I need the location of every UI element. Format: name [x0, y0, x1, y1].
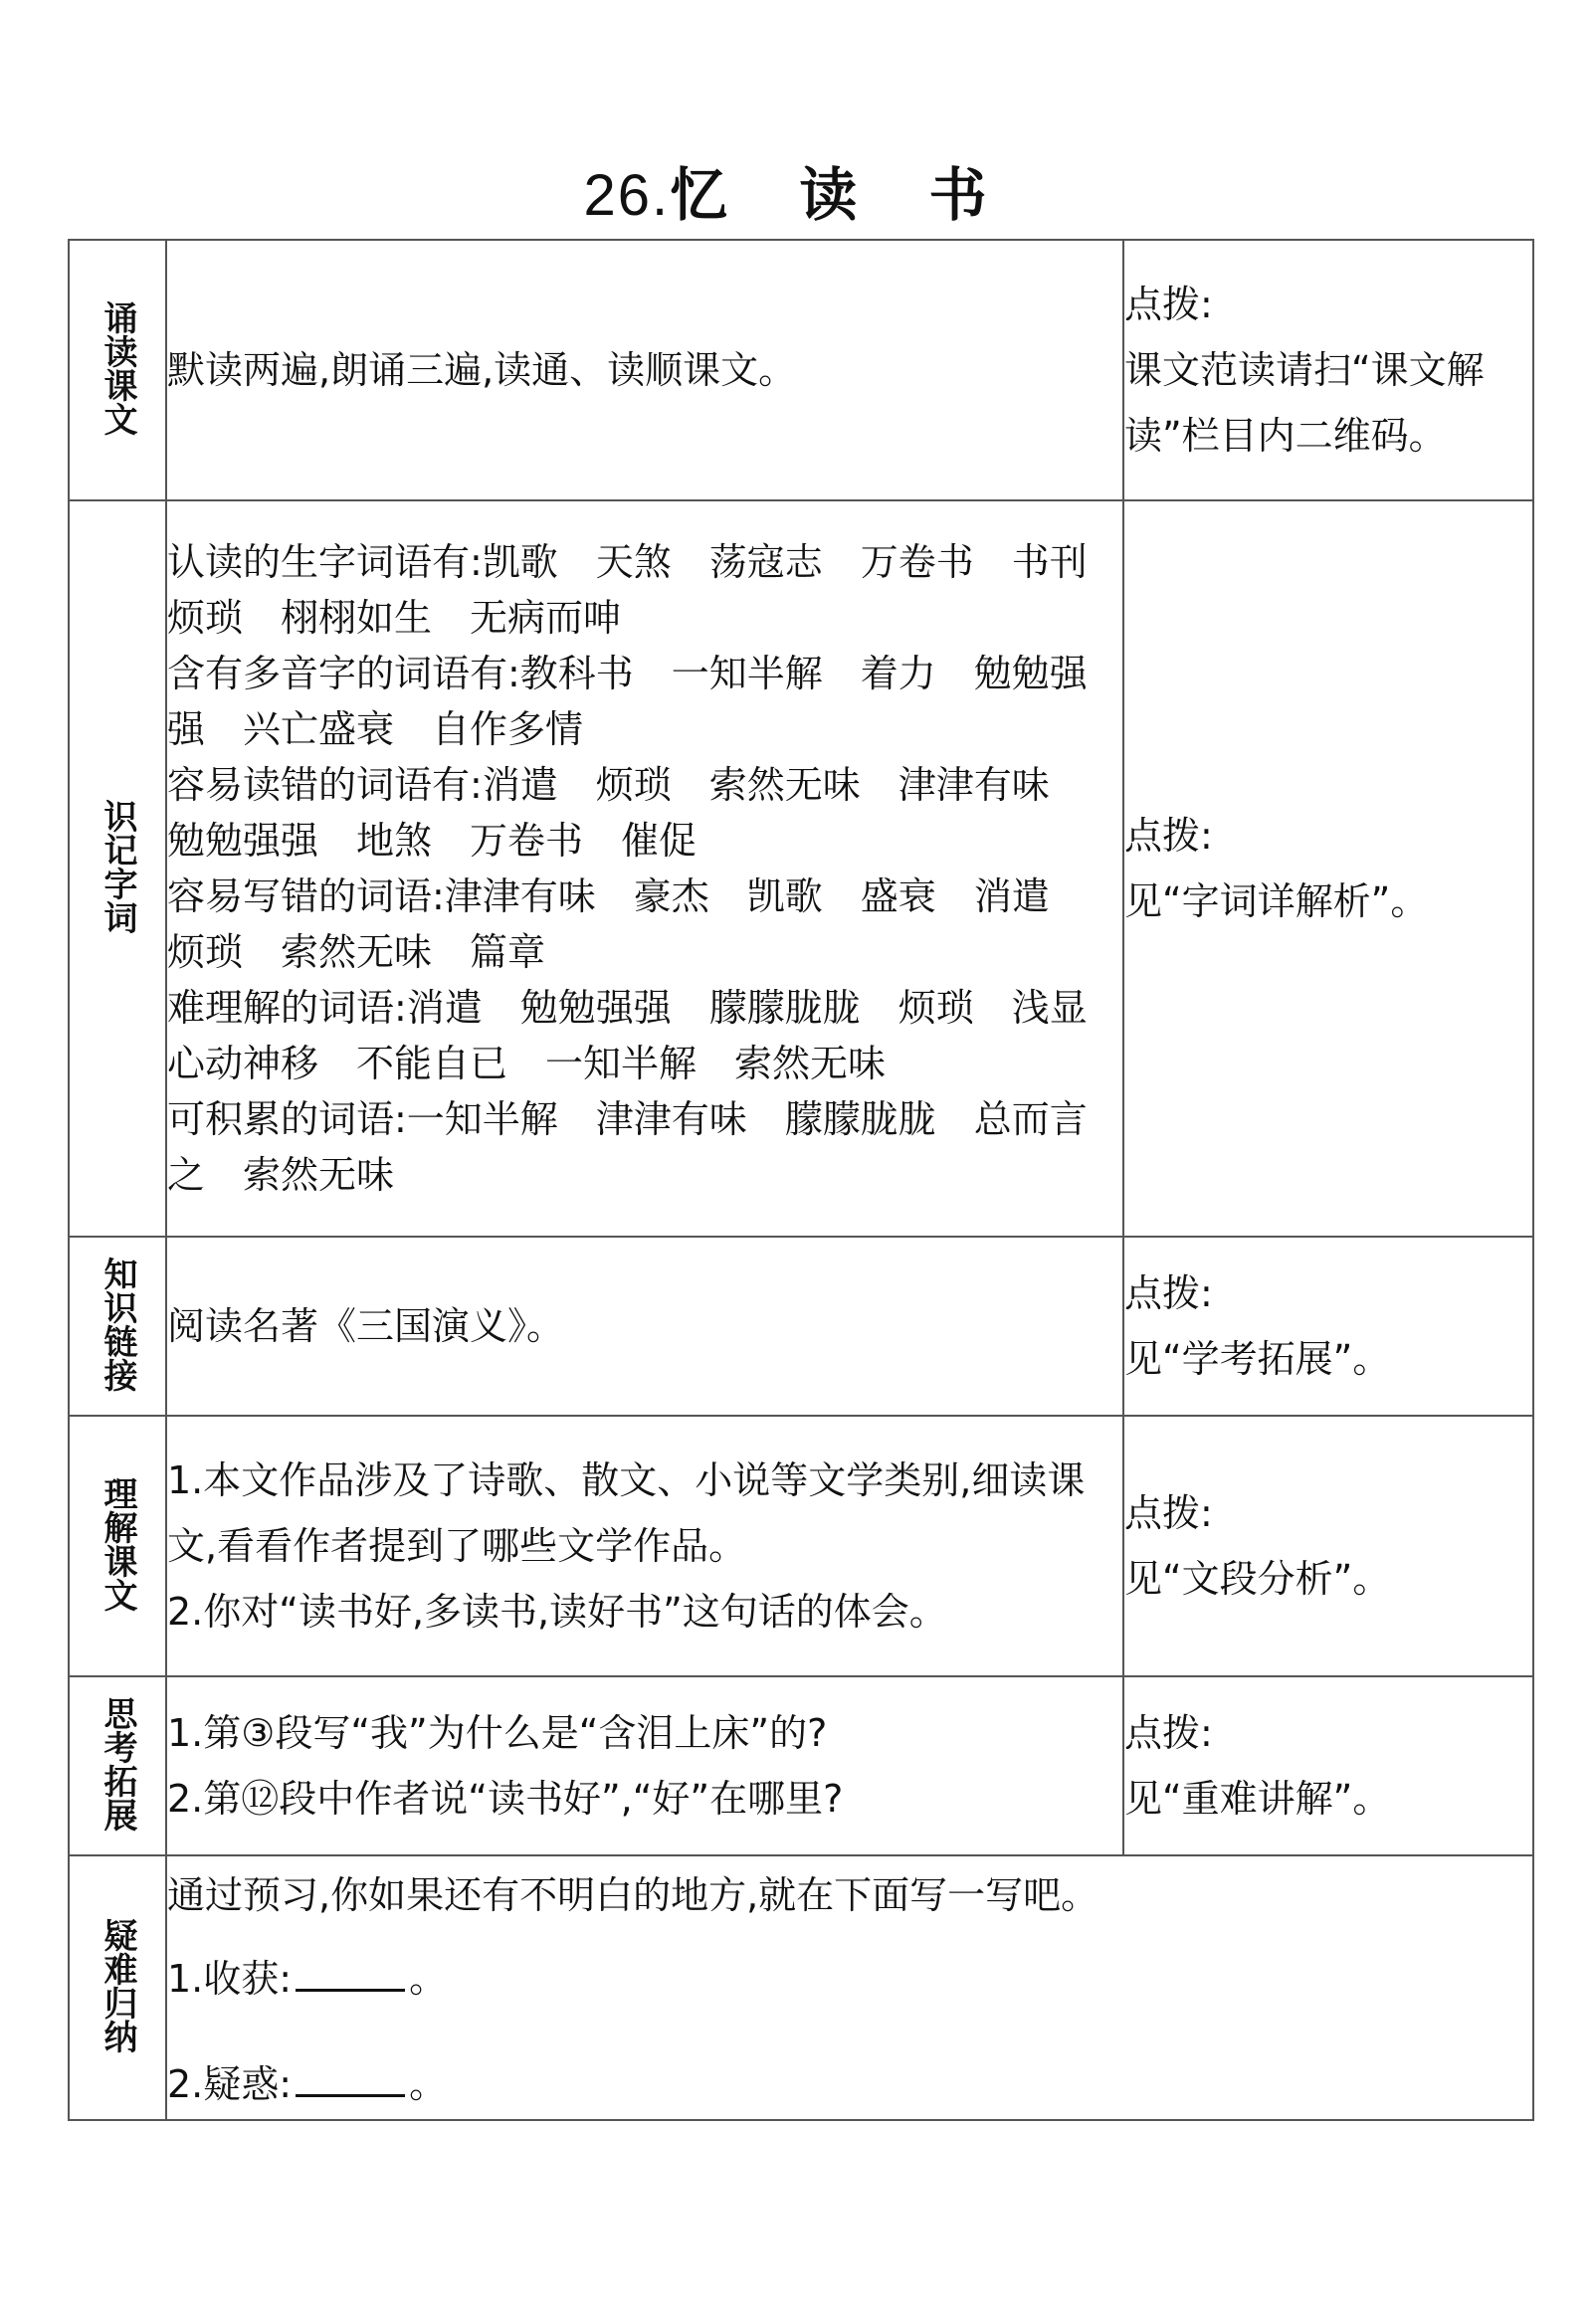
content-line: 2.你对“读书好,多读书,读好书”这句话的体会。	[167, 1590, 947, 1634]
summary-gain	[167, 1944, 1532, 2014]
doubt-blank[interactable]	[296, 2054, 405, 2097]
page-title	[0, 159, 1596, 232]
row-understand	[69, 1416, 1533, 1676]
row-content	[166, 1676, 1123, 1855]
row-label-cell	[69, 1237, 166, 1416]
gain-blank[interactable]	[296, 1949, 405, 1992]
row-content	[166, 1416, 1123, 1676]
gain-suffix: 。	[409, 1957, 448, 2001]
content-line: 2.第⑫段中作者说“读书好”,“好”在哪里?	[167, 1777, 844, 1821]
row-label: 知识链接	[98, 1257, 137, 1392]
tip-cell	[1123, 1237, 1533, 1416]
row-content	[166, 500, 1123, 1237]
tip-text: 见“学考拓展”。	[1124, 1337, 1391, 1381]
content-line: 难理解的词语:消遣 勉勉强强 朦朦胧胧 烦琐 浅显 心动神移 不能自已 一知半解 索然无味	[167, 986, 1125, 1085]
row-recite	[69, 240, 1533, 500]
content-line: 默读两遍,朗诵三遍,读通、读顺课文。	[167, 348, 797, 392]
tip-title: 点拨:	[1124, 1271, 1213, 1315]
row-label-cell	[69, 1676, 166, 1855]
row-label: 识记字词	[98, 799, 137, 934]
summary-content	[166, 1855, 1533, 2120]
tip-title: 点拨:	[1124, 1491, 1213, 1535]
tip-text: 课文范读请扫“课文解读”栏目内二维码。	[1124, 348, 1485, 458]
row-label-cell	[69, 500, 166, 1237]
row-knowledge-link	[69, 1237, 1533, 1416]
doubt-label: 2.疑惑:	[167, 2062, 293, 2106]
row-label: 疑难归纳	[98, 1918, 137, 2053]
tip-title: 点拨:	[1124, 283, 1213, 326]
row-label: 诵读课文	[98, 300, 137, 436]
content-line: 容易读错的词语有:消遣 烦琐 索然无味 津津有味 勉勉强强 地煞 万卷书 催促	[167, 763, 1088, 863]
gain-label: 1.收获:	[167, 1957, 293, 2001]
lesson-title: 忆 读 书	[670, 161, 1013, 229]
lesson-number: 26.	[583, 163, 671, 228]
content-line: 含有多音字的词语有:教科书 一知半解 着力 勉勉强强 兴亡盛衰 自作多情	[167, 652, 1088, 751]
summary-doubt	[167, 2049, 1532, 2119]
content-line: 容易写错的词语:津津有味 豪杰 凯歌 盛衰 消遣 烦琐 索然无味 篇章	[167, 874, 1088, 974]
tip-text: 见“重难讲解”。	[1124, 1777, 1391, 1821]
tip-title: 点拨:	[1124, 1711, 1213, 1755]
row-label-cell	[69, 1416, 166, 1676]
row-summary	[69, 1855, 1533, 2120]
row-label: 思考拓展	[98, 1696, 137, 1832]
tip-text: 见“字词详解析”。	[1124, 879, 1429, 923]
tip-cell	[1123, 240, 1533, 500]
preview-table	[68, 239, 1534, 2121]
content-line: 阅读名著《三国演义》。	[167, 1304, 565, 1348]
tip-cell	[1123, 500, 1533, 1237]
row-vocabulary	[69, 500, 1533, 1237]
row-content	[166, 240, 1123, 500]
content-line: 认读的生字词语有:凯歌 天煞 荡寇志 万卷书 书刊 烦琐 栩栩如生 无病而呻	[167, 540, 1125, 640]
doubt-suffix: 。	[409, 2062, 448, 2106]
row-label: 理解课文	[98, 1476, 137, 1612]
row-label-cell	[69, 240, 166, 500]
tip-text: 见“文段分析”。	[1124, 1557, 1391, 1601]
tip-cell	[1123, 1416, 1533, 1676]
tip-title: 点拨:	[1124, 814, 1213, 858]
row-content	[166, 1237, 1123, 1416]
content-line: 可积累的词语:一知半解 津津有味 朦朦胧胧 总而言之 索然无味	[167, 1097, 1088, 1197]
content-line: 1.第③段写“我”为什么是“含泪上床”的?	[167, 1711, 828, 1755]
row-label-cell	[69, 1855, 166, 2120]
summary-intro: 通过预习,你如果还有不明白的地方,就在下面写一写吧。	[167, 1873, 1099, 1917]
tip-cell	[1123, 1676, 1533, 1855]
content-line: 1.本文作品涉及了诗歌、散文、小说等文学类别,细读课文,看看作者提到了哪些文学作品。	[167, 1458, 1086, 1568]
row-extension	[69, 1676, 1533, 1855]
